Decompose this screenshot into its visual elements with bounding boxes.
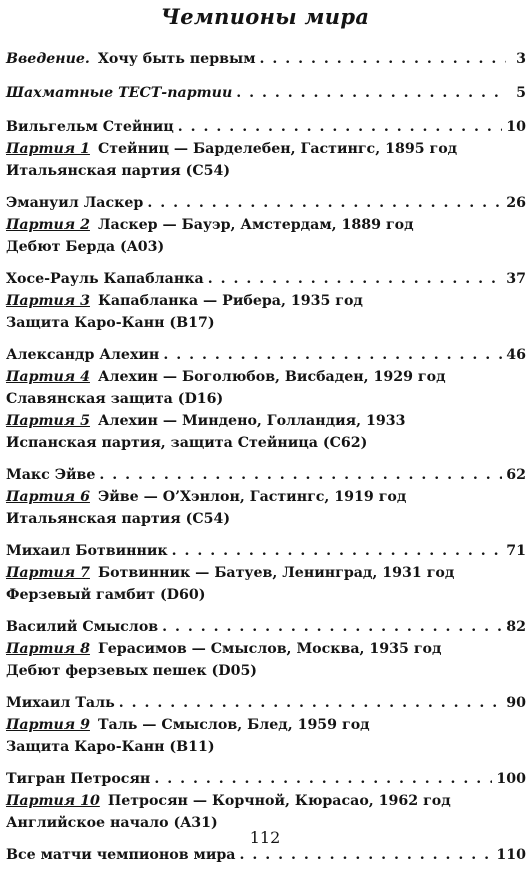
- game-opening: Славянская защита (D16): [6, 391, 224, 407]
- game-opening: Защита Каро-Канн (B17): [6, 315, 215, 331]
- toc-page-number: 10: [506, 119, 526, 135]
- toc-page-number: 82: [506, 619, 526, 635]
- toc-entry-champion: [6, 692, 526, 758]
- champion-name: Хосе-Рауль Капабланка: [6, 271, 204, 287]
- champion-name: Александр Алехин: [6, 347, 160, 363]
- toc-entry-champion: [6, 464, 526, 530]
- toc-entry-test-games: [6, 82, 526, 104]
- toc-entry-champion: [6, 344, 526, 454]
- game-line: [6, 290, 526, 312]
- champion-name: Михаил Таль: [6, 695, 115, 711]
- game-description: Эйве — О’Хэнлон, Гастингс, 1919 год: [97, 489, 407, 505]
- game-line: [6, 410, 526, 432]
- page-number: 112: [249, 828, 281, 847]
- game-label: Партия 3: [6, 293, 90, 309]
- game-line: [6, 214, 526, 236]
- game-line: [6, 790, 526, 812]
- toc-page-number: 5: [516, 85, 526, 101]
- game-opening: Итальянская партия (C54): [6, 163, 231, 179]
- toc-line: [6, 616, 526, 638]
- game-opening: Дебют ферзевых пешек (D05): [6, 663, 258, 679]
- game-label: Партия 9: [6, 717, 90, 733]
- game-opening: Испанская партия, защита Стейница (C62): [6, 435, 368, 451]
- champion-name: Василий Смыслов: [6, 619, 159, 635]
- toc-page-number: 37: [506, 271, 526, 287]
- game-line: [6, 638, 526, 660]
- game-description: Таль — Смыслов, Блед, 1959 год: [97, 717, 370, 733]
- toc-line: [6, 268, 526, 290]
- toc-page-number: 62: [506, 467, 526, 483]
- dot-leader: [208, 268, 503, 290]
- toc-entry-champion: [6, 616, 526, 682]
- toc-entry-introduction: [6, 48, 526, 70]
- dot-leader: [99, 464, 502, 486]
- toc-entry-champion: [6, 540, 526, 606]
- dot-leader: [163, 344, 502, 366]
- toc-label: Шахматные ТЕСТ-партии: [6, 85, 233, 101]
- toc-label: [6, 48, 256, 70]
- toc-line: [6, 540, 526, 562]
- toc-line: [6, 116, 526, 138]
- game-description: Ботвинник — Батуев, Ленинград, 1931 год: [97, 565, 455, 581]
- champion-name: Вильгельм Стейниц: [6, 119, 174, 135]
- champion-name: Эмануил Ласкер: [6, 195, 144, 211]
- intro-title: Введение.: [6, 51, 90, 67]
- toc-entry-all-matches: [6, 844, 526, 866]
- toc-page-number: 46: [506, 347, 526, 363]
- toc-page-number: 71: [506, 543, 526, 559]
- toc-page-number: 3: [516, 51, 526, 67]
- toc-entry-champion: [6, 192, 526, 258]
- game-description: Герасимов — Смыслов, Москва, 1935 год: [97, 641, 442, 657]
- toc-line: [6, 464, 526, 486]
- game-description: Алехин — Боголюбов, Висбаден, 1929 год: [97, 369, 446, 385]
- toc-page-number: 26: [506, 195, 526, 211]
- game-label: Партия 1: [6, 141, 90, 157]
- toc-line: [6, 82, 526, 104]
- game-label: Партия 6: [6, 489, 90, 505]
- dot-leader: [154, 768, 492, 790]
- game-description: Ласкер — Бауэр, Амстердам, 1889 год: [97, 217, 414, 233]
- dot-leader: [172, 540, 503, 562]
- game-line: [6, 486, 526, 508]
- game-label: Партия 8: [6, 641, 90, 657]
- dot-leader: [260, 48, 506, 70]
- dot-leader: [147, 192, 502, 214]
- toc-line: [6, 692, 526, 714]
- champion-name: Тигран Петросян: [6, 771, 151, 787]
- champion-name: Макс Эйве: [6, 467, 96, 483]
- toc-line: [6, 844, 526, 866]
- game-description: Петросян — Корчной, Кюрасао, 1962 год: [107, 793, 451, 809]
- game-description: Капабланка — Рибера, 1935 год: [97, 293, 363, 309]
- table-of-contents: [6, 48, 526, 876]
- toc-line: [6, 344, 526, 366]
- intro-subtitle: Хочу быть первым: [97, 51, 256, 67]
- game-line: [6, 138, 526, 160]
- game-description: Стейниц — Барделебен, Гастингс, 1895 год: [97, 141, 458, 157]
- game-label: Партия 2: [6, 217, 90, 233]
- toc-line: [6, 48, 526, 70]
- toc-line: [6, 768, 526, 790]
- game-description: Алехин — Миндено, Голландия, 1933: [97, 413, 406, 429]
- game-opening: Английское начало (A31): [6, 815, 218, 831]
- game-line: [6, 714, 526, 736]
- game-opening: Итальянская партия (C54): [6, 511, 231, 527]
- toc-entry-champion: [6, 268, 526, 334]
- game-label: Партия 10: [6, 793, 100, 809]
- toc-page-number: 100: [496, 771, 526, 787]
- game-opening: Ферзевый гамбит (D60): [6, 587, 206, 603]
- dot-leader: [162, 616, 502, 638]
- game-opening: Дебют Берда (A03): [6, 239, 165, 255]
- dot-leader: [239, 844, 492, 866]
- game-label: Партия 5: [6, 413, 90, 429]
- game-line: [6, 366, 526, 388]
- toc-entry-champion: [6, 116, 526, 182]
- dot-leader: [119, 692, 503, 714]
- dot-leader: [236, 82, 506, 104]
- game-line: [6, 562, 526, 584]
- toc-entry-champion: [6, 768, 526, 834]
- toc-page-number: 110: [496, 847, 526, 863]
- toc-line: [6, 192, 526, 214]
- game-opening: Защита Каро-Канн (B11): [6, 739, 215, 755]
- game-label: Партия 7: [6, 565, 90, 581]
- game-label: Партия 4: [6, 369, 90, 385]
- page-title: Чемпионы мира: [160, 4, 370, 29]
- dot-leader: [178, 116, 502, 138]
- toc-label: Все матчи чемпионов мира: [6, 847, 236, 863]
- toc-page-number: 90: [506, 695, 526, 711]
- champion-name: Михаил Ботвинник: [6, 543, 168, 559]
